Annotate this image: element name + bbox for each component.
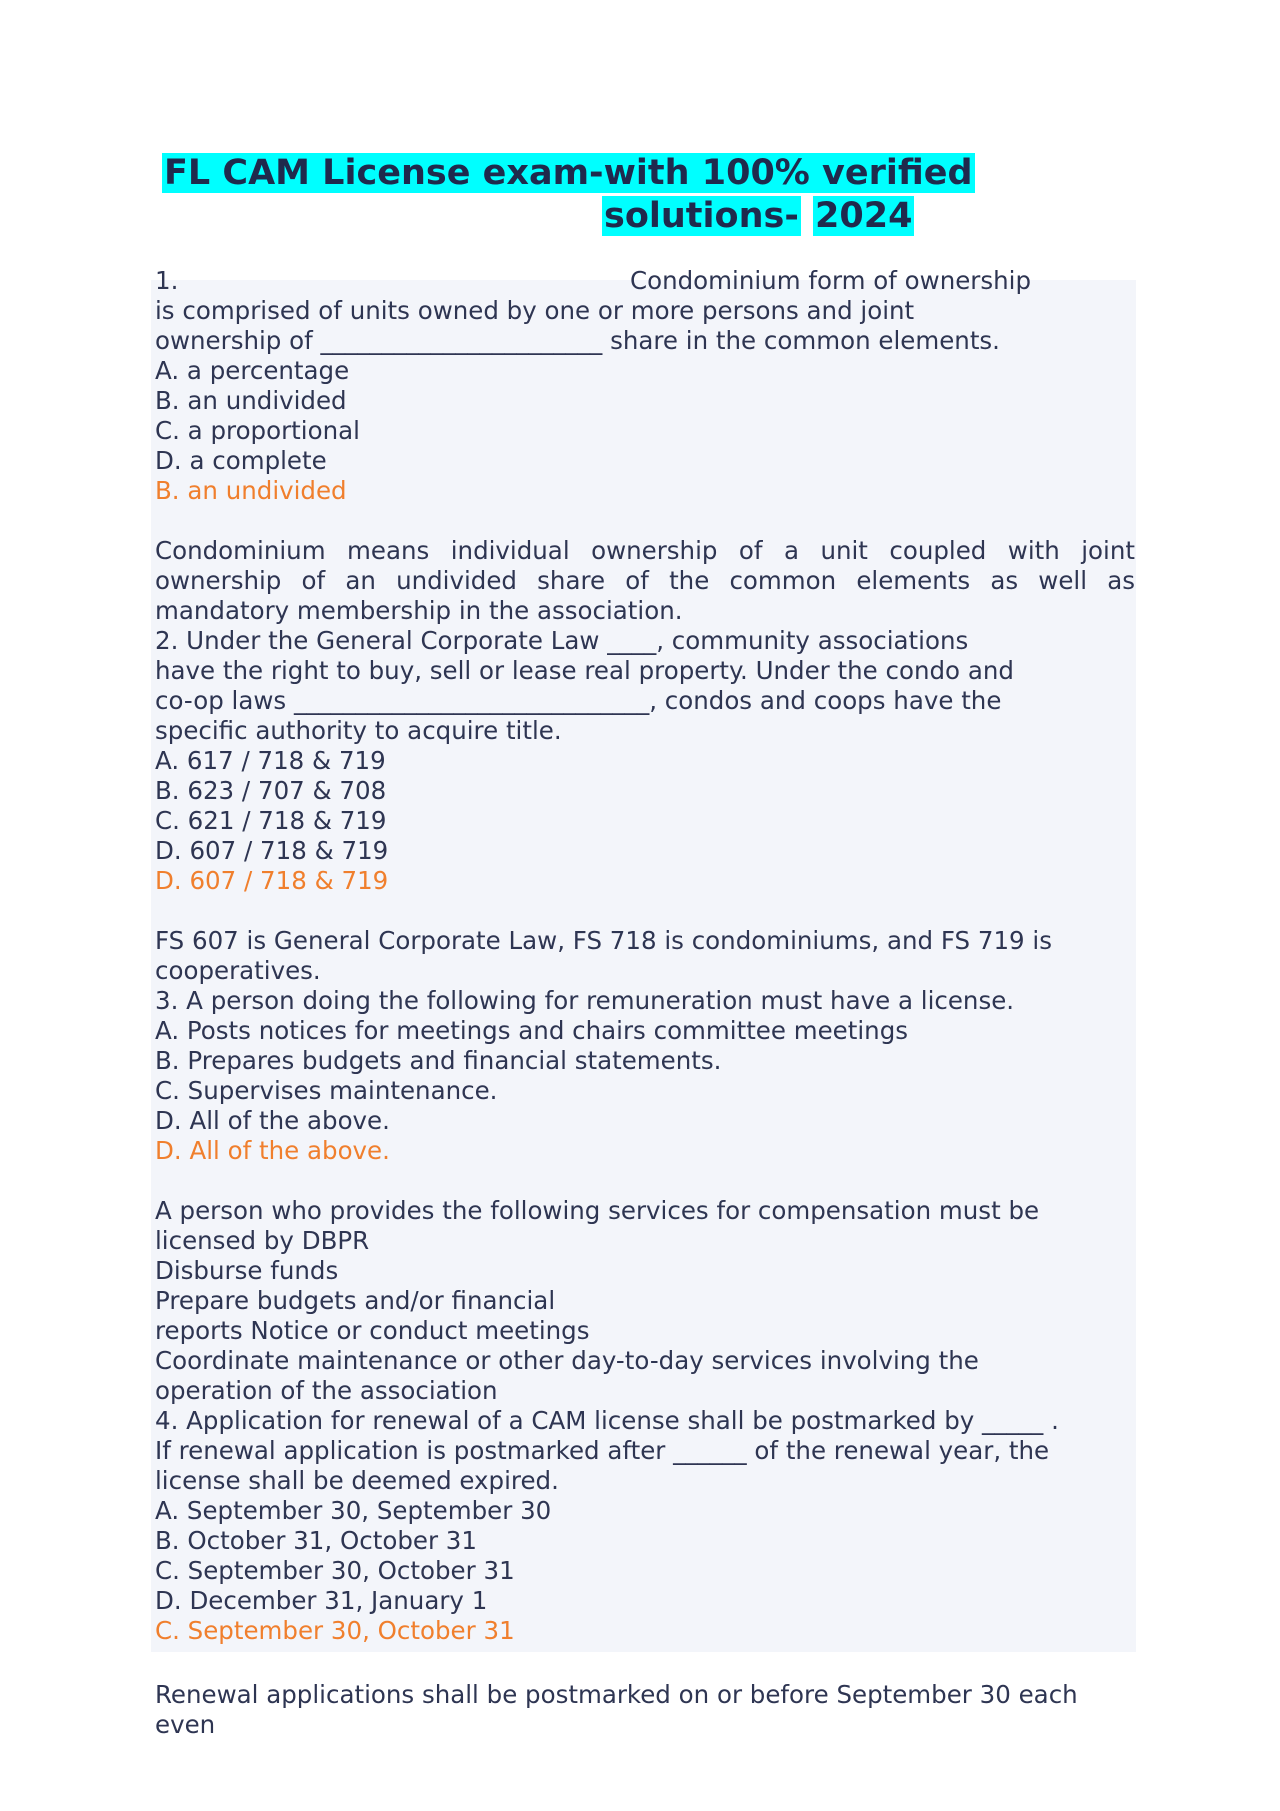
q1-text-c: ownership of _______________________ share in the common elements.: [155, 326, 1000, 355]
q3-explanation-line-1: A person who provides the following services for compensation must be: [155, 1196, 1040, 1225]
q4-text-c: license shall be deemed expired.: [155, 1466, 559, 1495]
q3-explanation-line-4: Prepare budgets and/or financial: [155, 1286, 556, 1315]
title-line-2b: 2024: [815, 196, 913, 236]
title-line-2: [162, 195, 1002, 238]
q4-option-c: C. September 30, October 31: [155, 1556, 515, 1585]
q3-explanation-line-3: Disburse funds: [155, 1256, 339, 1285]
q4-option-d: D. December 31, January 1: [155, 1586, 488, 1615]
q3-option-a: A. Posts notices for meetings and chairs committee meetings: [155, 1016, 909, 1045]
q1-text-a: Condominium form of ownership: [630, 266, 1032, 295]
q1-number: 1.: [155, 266, 179, 295]
q3-answer: D. All of the above.: [155, 1136, 390, 1165]
q1-option-a: A. a percentage: [155, 356, 350, 385]
spacer: [155, 1166, 1135, 1196]
q2-text-d: specific authority to acquire title.: [155, 716, 562, 745]
q1-answer: B. an undivided: [155, 476, 347, 505]
questions-content: [155, 266, 1135, 1646]
q4-explanation: [155, 1680, 1145, 1740]
q1-option-c: C. a proportional: [155, 416, 360, 445]
q2-text-c: co-op laws _____________________________, condos and coops have the: [155, 686, 1002, 715]
spacer: [155, 896, 1135, 926]
q4-explanation-line-2: even: [155, 1710, 216, 1739]
q3-option-b: B. Prepares budgets and financial statements.: [155, 1046, 722, 1075]
q3-text-a: 3. A person doing the following for remuneration must have a license.: [155, 986, 1015, 1015]
q2-option-c: C. 621 / 718 & 719: [155, 806, 387, 835]
q2-option-d: D. 607 / 718 & 719: [155, 836, 389, 865]
q4-text-b: If renewal application is postmarked after ______ of the renewal year, the: [155, 1436, 1050, 1465]
q1-option-b: B. an undivided: [155, 386, 347, 415]
q3-explanation-line-6: Coordinate maintenance or other day-to-day services involving the: [155, 1346, 979, 1375]
q4-answer: C. September 30, October 31: [155, 1616, 515, 1645]
title-line-2a: solutions-: [604, 196, 799, 236]
q4-option-a: A. September 30, September 30: [155, 1496, 552, 1525]
q3-option-c: C. Supervises maintenance.: [155, 1076, 498, 1105]
q2-option-a: A. 617 / 718 & 719: [155, 746, 386, 775]
question-4: [155, 1406, 1135, 1646]
q3-explanation-line-7: operation of the association: [155, 1376, 498, 1405]
q2-text-a: 2. Under the General Corporate Law ____, community associations: [155, 626, 969, 655]
q4-option-b: B. October 31, October 31: [155, 1526, 477, 1555]
q3-explanation-line-2: licensed by DBPR: [155, 1226, 370, 1255]
q1-option-d: D. a complete: [155, 446, 327, 475]
q2-option-b: B. 623 / 707 & 708: [155, 776, 387, 805]
q3-option-d: D. All of the above.: [155, 1106, 390, 1135]
spacer: [155, 506, 1135, 536]
q2-explanation: FS 607 is General Corporate Law, FS 718 is condominiums, and FS 719 is cooperatives.: [155, 926, 1052, 985]
q2-text-b: have the right to buy, sell or lease real property. Under the condo and: [155, 656, 1014, 685]
q1-text-b: is comprised of units owned by one or more persons and joint: [155, 296, 915, 325]
document-title: [162, 152, 1002, 238]
question-2: [155, 626, 1135, 986]
question-1: [155, 266, 1135, 626]
q4-explanation-line-1: Renewal applications shall be postmarked on or before September 30 each: [155, 1680, 1078, 1709]
q1-line-1: [155, 266, 1135, 296]
q4-text-a: 4. Application for renewal of a CAM license shall be postmarked by _____ .: [155, 1406, 1059, 1435]
q2-answer: D. 607 / 718 & 719: [155, 866, 389, 895]
question-3: [155, 986, 1135, 1406]
title-line-1: FL CAM License exam-with 100% verified: [164, 153, 973, 193]
q3-explanation-line-5: reports Notice or conduct meetings: [155, 1316, 590, 1345]
q1-explanation: Condominium means individual ownership of a unit coupled with joint ownership of an undivided share of the common elements as well as mandatory membership in the association.: [155, 536, 1135, 625]
